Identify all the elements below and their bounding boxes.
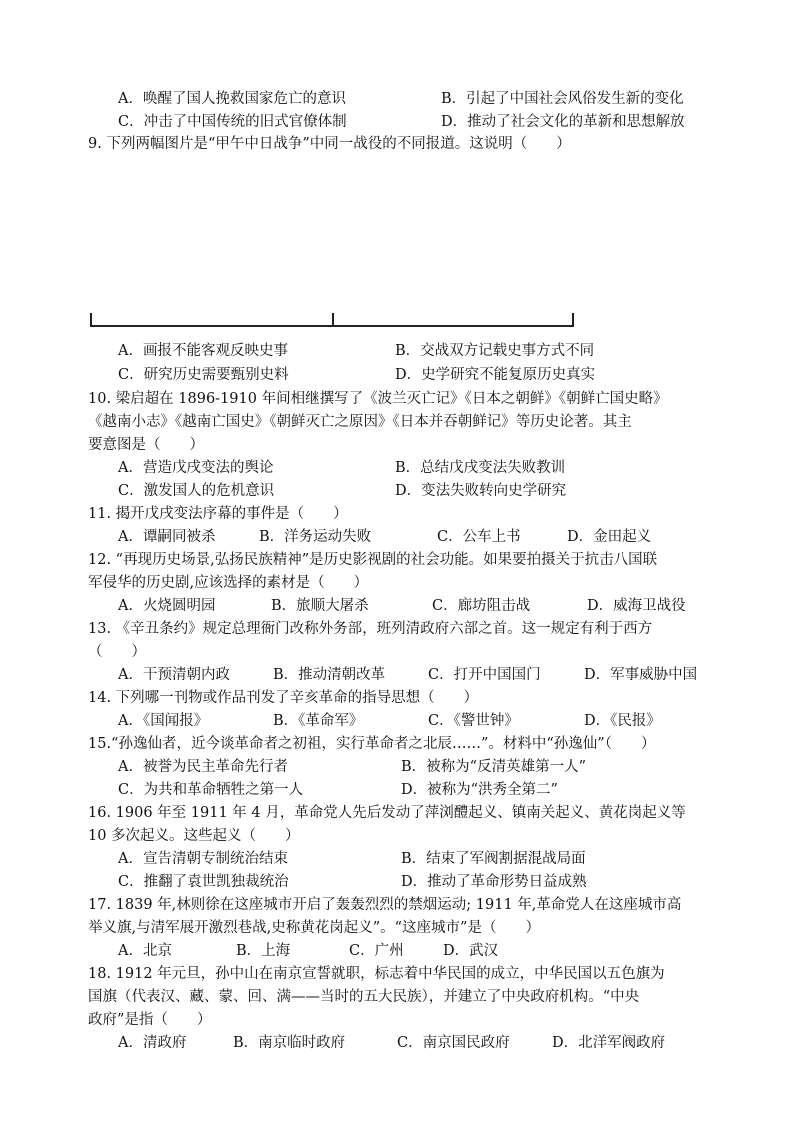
q9-option-d: D．史学研究不能复原历史真实: [395, 367, 596, 383]
q12-stem-line2: 军侵华的历史剧,应该选择的素材是（ ）: [88, 575, 369, 591]
q10-stem-line3: 要意图是（ ）: [88, 437, 204, 453]
q13-option-a: A．干预清朝内政: [118, 667, 230, 683]
q13-option-d: D．军事威胁中国: [584, 667, 698, 683]
q18-option-d: D．北洋军阀政府: [552, 1035, 666, 1051]
q12-option-c: C．廊坊阻击战: [432, 598, 531, 614]
q14-option-a: A．《国闻报》: [118, 713, 209, 729]
q18-stem-line1: 18. 1912 年元旦，孙中山在南京宣誓就职，标志着中华民国的成立，中华民国以五色旗为: [88, 966, 665, 982]
q11-option-d: D．金田起义: [567, 529, 652, 545]
q8-option-b: B．引起了中国社会风俗发生新的变化: [441, 91, 684, 107]
q8-option-c: C．冲击了中国传统的旧式官僚体制: [118, 114, 347, 130]
q9-option-a: A．画报不能客观反映史事: [118, 343, 288, 359]
q11-stem: 11. 揭开戊戌变法序幕的事件是（ ）: [88, 506, 348, 522]
q17-option-b: B．上海: [236, 943, 291, 959]
q14-option-b: B．《革命军》: [273, 713, 364, 729]
q13-stem-line1: 13. 《辛丑条约》规定总理衙门改称外务部，班列清政府六部之首。这一规定有利于西方: [88, 621, 653, 637]
q13-option-c: C．打开中国国门: [428, 667, 541, 683]
q9-image-divider: [332, 313, 334, 325]
q16-option-c: C．推翻了袁世凯独裁统治: [118, 874, 289, 890]
q11-option-a: A．谭嗣同被杀: [118, 529, 216, 545]
q16-stem-line1: 16. 1906 年至 1911 年 4 月，革命党人先后发动了萍浏醴起义、镇南关起义、黄花岗起义等: [88, 805, 686, 821]
q11-option-b: B．洋务运动失败: [259, 529, 372, 545]
q9-image-frame: [90, 313, 574, 327]
q10-option-c: C．激发国人的危机意识: [118, 483, 275, 499]
q10-stem-line1: 10. 梁启超在 1896-1910 年间相继撰写了《波兰灭亡记》《日本之朝鲜》《朝鲜亡国史略》: [88, 391, 668, 407]
q15-option-b: B．被称为“反清英雄第一人”: [401, 759, 586, 775]
q15-stem: 15.“孙逸仙者，近今谈革命者之初祖，实行革命者之北辰……”。材料中“孙逸仙”（ ）: [88, 736, 656, 752]
q16-stem-line2: 10 多次起义。这些起义（ ）: [88, 828, 300, 844]
q12-option-a: A．火烧圆明园: [118, 598, 216, 614]
q11-option-c: C．公车上书: [437, 529, 521, 545]
q18-stem-line3: 政府”是指（ ）: [88, 1012, 212, 1028]
q10-option-b: B．总结戊戌变法失败教训: [395, 460, 566, 476]
q15-option-c: C．为共和革命牺牲之第一人: [118, 782, 304, 798]
q8-option-d: D．推动了社会文化的革新和思想解放: [441, 114, 685, 130]
q14-stem: 14. 下列哪一刊物或作品刊发了辛亥革命的指导思想（ ）: [88, 690, 479, 706]
q16-option-b: B．结束了军阀割据混战局面: [401, 851, 586, 867]
q17-stem-line2: 举义旗,与清军展开激烈巷战,史称黄花岗起义”。“这座城市”是（ ）: [88, 920, 540, 936]
q15-option-a: A．被誉为民主革命先行者: [118, 759, 288, 775]
q10-stem-line2: 《越南小志》《越南亡国史》《朝鲜灭亡之原因》《日本并吞朝鲜记》等历史论著。其主: [88, 414, 632, 430]
q18-stem-line2: 国旗（代表汉、藏、蒙、回、满——当时的五大民族），并建立了中央政府机构。“中央: [88, 989, 640, 1005]
q18-option-b: B．南京临时政府: [233, 1035, 346, 1051]
q12-stem-line1: 12. “再现历史场景,弘扬民族精神”是历史影视剧的社会功能。如果要拍摄关于抗击八国联: [88, 552, 658, 568]
q17-option-a: A．北京: [118, 943, 172, 959]
q14-option-d: D．《民报》: [584, 713, 661, 729]
q18-option-c: C．南京国民政府: [397, 1035, 510, 1051]
q17-stem-line1: 17. 1839 年,林则徐在这座城市开启了轰轰烈烈的禁烟运动; 1911 年,革命党人在这座城市高: [88, 897, 682, 913]
q9-stem: 9. 下列两幅图片是“甲午中日战争”中同一战役的不同报道。这说明（ ）: [88, 136, 571, 152]
q12-option-b: B．旅顺大屠杀: [271, 598, 369, 614]
q10-option-a: A．营造戊戌变法的舆论: [118, 460, 274, 476]
q14-option-c: C．《警世钟》: [428, 713, 519, 729]
q12-option-d: D．威海卫战役: [587, 598, 686, 614]
q9-option-c: C．研究历史需要甄别史料: [118, 367, 289, 383]
q15-option-d: D．被称为“洪秀全第二”: [401, 782, 558, 798]
q9-option-b: B．交战双方记载史事方式不同: [395, 343, 595, 359]
q18-option-a: A．清政府: [118, 1035, 187, 1051]
q8-option-a: A．唤醒了国人挽救国家危亡的意识: [118, 91, 346, 107]
q16-option-a: A．宣告清朝专制统治结束: [118, 851, 288, 867]
q17-option-c: C．广州: [349, 943, 404, 959]
q10-option-d: D．变法失败转向史学研究: [395, 483, 567, 499]
q17-option-d: D．武汉: [443, 943, 499, 959]
q13-stem-line2: （ ）: [88, 644, 146, 660]
q13-option-b: B．推动清朝改革: [273, 667, 386, 683]
q16-option-d: D．推动了革命形势日益成熟: [401, 874, 587, 890]
